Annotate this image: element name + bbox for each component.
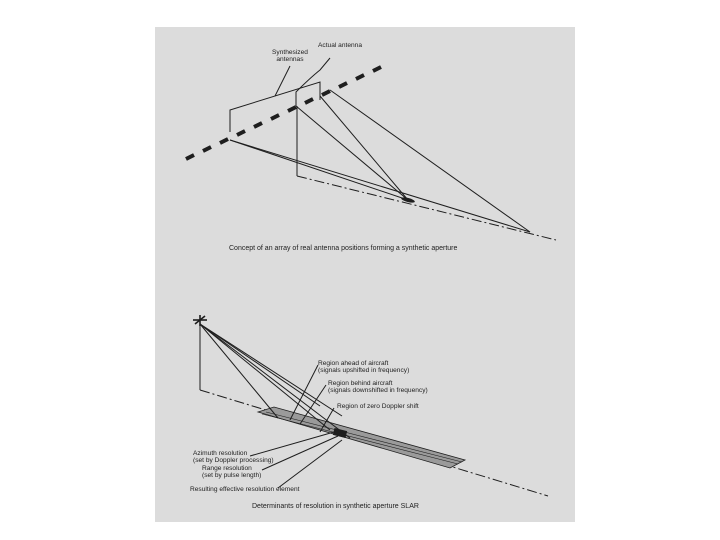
range-resolution-label: Range resolution (set by pulse length) [202,465,262,480]
bottom-figure-caption: Determinants of resolution in synthetic aperture SLAR [252,503,419,510]
region-behind-label: Region behind aircraft (signals downshifted in frequency) [328,380,428,395]
azimuth-resolution-label: Azimuth resolution (set by Doppler processing) [193,450,274,465]
zero-doppler-label: Region of zero Doppler shift [337,403,419,410]
actual-antenna-label: Actual antenna [318,42,362,49]
actual-antenna-bracket [296,58,330,106]
top-diagram [186,58,556,240]
synthesized-bracket [230,82,320,132]
region-ahead-label: Region ahead of aircraft (signals upshifted in frequency) [318,360,410,375]
antenna-dashes [186,67,381,159]
illuminated-swath [258,407,465,468]
top-figure-caption: Concept of an array of real antenna positions forming a synthetic aperture [229,245,458,252]
effective-element-label: Resulting effective resolution element [190,486,300,493]
synthesized-antennas-label: Synthesized antennas [272,49,308,64]
